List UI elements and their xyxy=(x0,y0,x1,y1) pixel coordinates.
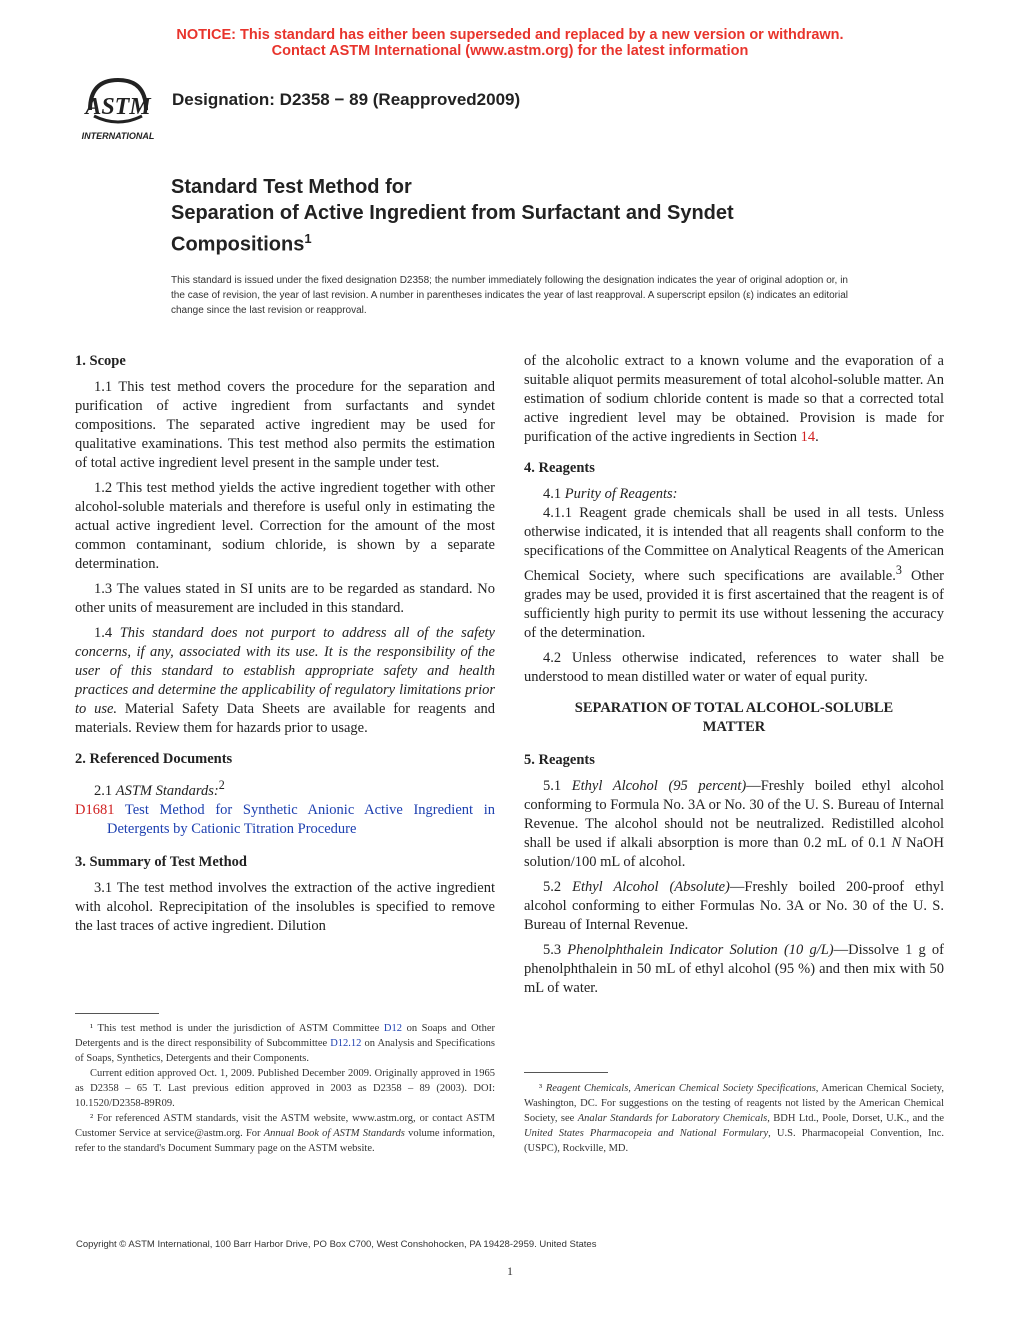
para-5-1-italic: Ethyl Alcohol (95 percent) xyxy=(571,777,747,794)
para-5-2-rest: —Freshly boiled 200-proof ethyl alcohol conforming to either Formulas No. 3A or No. 30 of the U. S. Bureau of Internal Revenue. xyxy=(524,878,944,933)
right-column xyxy=(524,352,944,1004)
footnote-2-a: ² For referenced ASTM standards, visit the ASTM website, www.astm.org, or contact ASTM Customer Service at service@astm.org. For xyxy=(75,1113,495,1139)
footnote-3 xyxy=(524,1081,944,1156)
para-2-1-num: 2.1 xyxy=(94,782,113,799)
logo-subtext: INTERNATIONAL xyxy=(81,131,155,141)
footnote-3-c: , U.S. Pharmacopeial Convention, Inc. (USPC), Rockville, MD. xyxy=(524,1128,945,1154)
para-1-4 xyxy=(75,624,495,738)
footnote-3-b: , BDH Ltd., Poole, Dorset, U.K., and the xyxy=(767,1113,945,1124)
footnote-3-a: , American Chemical Society, Washington, DC. For suggestions on the testing of reagents not listed by the American Chemical Society, see xyxy=(524,1083,945,1124)
section-3-heading: 3. Summary of Test Method xyxy=(75,853,247,870)
para-4-1-1-b: Other grades may be used, provided it is first ascertained that the reagent is of sufficiently high purity to permit its use without lessening the accuracy of the determination. xyxy=(524,567,945,641)
footnote-1-c: on Analysis and Specifications of Soaps, Synthetics, Detergents and their Components. xyxy=(75,1038,495,1064)
subcommittee-d12-12-link[interactable]: D12.12 xyxy=(330,1038,362,1049)
footnote-1 xyxy=(75,1021,495,1066)
title-line-3 xyxy=(171,226,734,258)
footnote-rule-left xyxy=(75,1013,159,1014)
para-3-1: 3.1 The test method involves the extraction of the active ingredient with alcohol. Reprecipitation of the insolubles is specified to remove the last traces of active ingredient. Dilution xyxy=(75,879,495,934)
section-4-heading: 4. Reagents xyxy=(524,460,595,476)
committee-d12-link[interactable]: D12 xyxy=(383,1023,402,1034)
footnote-1-edition: Current edition approved Oct. 1, 2009. Published December 2009. Originally approved in 1965 as D2358 – 65 T. Last previous edition approved in 2003 as D2358 – 89 (2003). DOI: 10.1520/D2358-89R09. xyxy=(75,1068,495,1109)
section-2-heading: 2. Referenced Documents xyxy=(75,751,233,767)
footnote-3-mark: ³ xyxy=(539,1083,543,1094)
para-4-1-1 xyxy=(524,504,944,643)
para-5-1-normality: N xyxy=(891,834,902,851)
notice-line-1: NOTICE: This standard has either been superseded and replaced by a new version or withdrawn. xyxy=(176,27,844,43)
reference-code-link[interactable]: D1681 xyxy=(75,801,115,818)
para-2-1 xyxy=(75,776,495,801)
page-number: 1 xyxy=(507,1264,513,1278)
reference-title-link[interactable]: Test Method for Synthetic Anionic Active Ingredient in Detergents by Cationic Titration Procedure xyxy=(107,801,495,837)
para-1-4-rest: Material Safety Data Sheets are available for reagents and materials. Review them for hazards prior to usage. xyxy=(75,701,496,736)
left-column xyxy=(75,352,495,942)
para-5-3-rest: —Dissolve 1 g of phenolphthalein in 50 mL of ethyl alcohol (95 %) and then mix with 50 mL of water. xyxy=(524,941,944,996)
para-4-1-num: 4.1 xyxy=(543,486,562,502)
para-1-1: 1.1 This test method covers the procedure for the separation and purification of active ingredient from surfactants and syndet compositions. The separated active ingredient may be used for qualitative examinations. This test method also permits the estimation of total active ingredient level present in the sample under test. xyxy=(75,379,495,471)
astm-logo xyxy=(76,72,160,142)
para-5-3 xyxy=(524,941,944,998)
para-4-1 xyxy=(524,485,944,504)
para-5-1-a: —Freshly boiled ethyl alcohol conforming to Formula No. 3A or No. 30 of the U. S. Bureau of Internal Revenue. The alcohol should not be neutralized. Redistilled alcohol shall be used if alkali absorption is more than 0.2 mL of 0.1 xyxy=(524,777,945,851)
reference-d1681[interactable] xyxy=(75,801,495,839)
footnote-2 xyxy=(75,1111,495,1156)
title-line-2: Separation of Active Ingredient from Surfactant and Syndet xyxy=(171,202,734,224)
footnote-3-italic-2: Analar Standards for Laboratory Chemicals xyxy=(577,1113,768,1124)
para-4-1-1-sup: 3 xyxy=(895,563,902,577)
designation: Designation: D2358 − 89 (Reapproved2009) xyxy=(172,90,521,109)
para-5-2-italic: Ethyl Alcohol (Absolute) xyxy=(572,878,730,895)
para-3-1-continued xyxy=(524,352,944,447)
section-5-heading: 5. Reagents xyxy=(524,751,595,768)
withdrawal-notice xyxy=(0,27,1020,59)
para-5-1-num: 5.1 xyxy=(543,777,562,794)
section-1-heading: 1. Scope xyxy=(75,353,126,369)
footnote-1-b: on Soaps and Other Detergents and is the direct responsibility of Subcommittee xyxy=(75,1023,496,1049)
para-1-4-num: 1.4 xyxy=(94,625,113,641)
para-1-3: 1.3 The values stated in SI units are to be regarded as standard. No other units of measurement are included in this standard. xyxy=(75,581,495,616)
title-line-3-text: Compositions xyxy=(171,233,305,256)
para-5-2-num: 5.2 xyxy=(543,878,562,895)
section-14-link[interactable]: 14 xyxy=(800,429,816,445)
separation-heading-line-2: MATTER xyxy=(702,718,766,735)
footnote-rule-right xyxy=(524,1072,608,1073)
copyright-line: Copyright © ASTM International, 100 Barr Harbor Drive, PO Box C700, West Conshohocken, PA 19428-2959. United States xyxy=(76,1239,597,1250)
separation-heading-line-1: SEPARATION OF TOTAL ALCOHOL-SOLUBLE xyxy=(574,699,894,716)
para-3-1-cont-end: . xyxy=(815,429,819,445)
document-title xyxy=(171,174,734,258)
title-footnote-mark: 1 xyxy=(304,231,312,246)
footnote-3-italic-1: Reagent Chemicals, American Chemical Society Specifications xyxy=(545,1083,816,1094)
para-5-3-italic: Phenolphthalein Indicator Solution (10 g/L) xyxy=(567,941,834,958)
para-5-1 xyxy=(524,777,944,872)
notice-line-2: Contact ASTM International (www.astm.org) for the latest information xyxy=(271,43,749,59)
title-line-1: Standard Test Method for xyxy=(171,176,412,198)
para-5-3-num: 5.3 xyxy=(543,941,562,958)
footnote-2-italic: Annual Book of ASTM Standards xyxy=(263,1128,405,1139)
separation-heading xyxy=(524,699,944,737)
para-1-2: 1.2 This test method yields the active ingredient together with other alcohol-soluble materials and therefore is useful only in estimating the actual active ingredient level. Correction for the amount of the most common contaminant, sodium chloride, is shown by a separate determination. xyxy=(75,480,495,572)
para-2-1-italic: ASTM Standards: xyxy=(115,782,219,799)
footnote-1-a: ¹ This test method is under the jurisdiction of ASTM Committee xyxy=(90,1023,380,1034)
footnotes-left xyxy=(75,1021,495,1156)
para-5-2 xyxy=(524,878,944,935)
para-3-1-cont-text: of the alcoholic extract to a known volume and the evaporation of a suitable aliquot permits measurement of total alcohol-soluble matter. An estimation of sodium chloride content is made so that a corrected total active ingredient level may be obtained. Provision is made for purification of the active ingredients in Section xyxy=(524,353,944,445)
para-4-1-italic: Purity of Reagents: xyxy=(564,486,678,502)
para-1-4-italic: This standard does not purport to address all of the safety concerns, if any, associated with its use. It is the responsibility of the user of this standard to establish appropriate safety and health practices and determine the applicability of regulatory limitations prior to use. xyxy=(75,625,495,717)
para-4-1-1-a: 4.1.1 Reagent grade chemicals shall be used in all tests. Unless otherwise indicated, it is intended that all reagents shall conform to the specifications of the Committee on Analytical Reagents of the American Chemical Society, where such specifications are available. xyxy=(524,505,944,584)
para-5-1-b: NaOH solution/100 mL of alcohol. xyxy=(524,834,944,870)
logo-text: ASTM xyxy=(85,94,151,120)
intro-paragraph: This standard is issued under the fixed designation D2358; the number immediately following the designation indicates the year of original adoption or, in the case of revision, the year of last revision. A number in parentheses indicates the year of last reapproval. A superscript epsilon (ε) indicates an editorial change since the last revision or reapproval. xyxy=(171,275,848,316)
footnote-2-b: volume information, refer to the standard's Document Summary page on the ASTM website. xyxy=(75,1128,495,1154)
para-4-2: 4.2 Unless otherwise indicated, references to water shall be understood to mean distilled water or water of equal purity. xyxy=(524,649,944,685)
footnotes-right xyxy=(524,1081,944,1156)
para-2-1-sup: 2 xyxy=(218,778,225,792)
footnote-3-italic-3: United States Pharmacopeia and National Formulary xyxy=(524,1128,769,1139)
